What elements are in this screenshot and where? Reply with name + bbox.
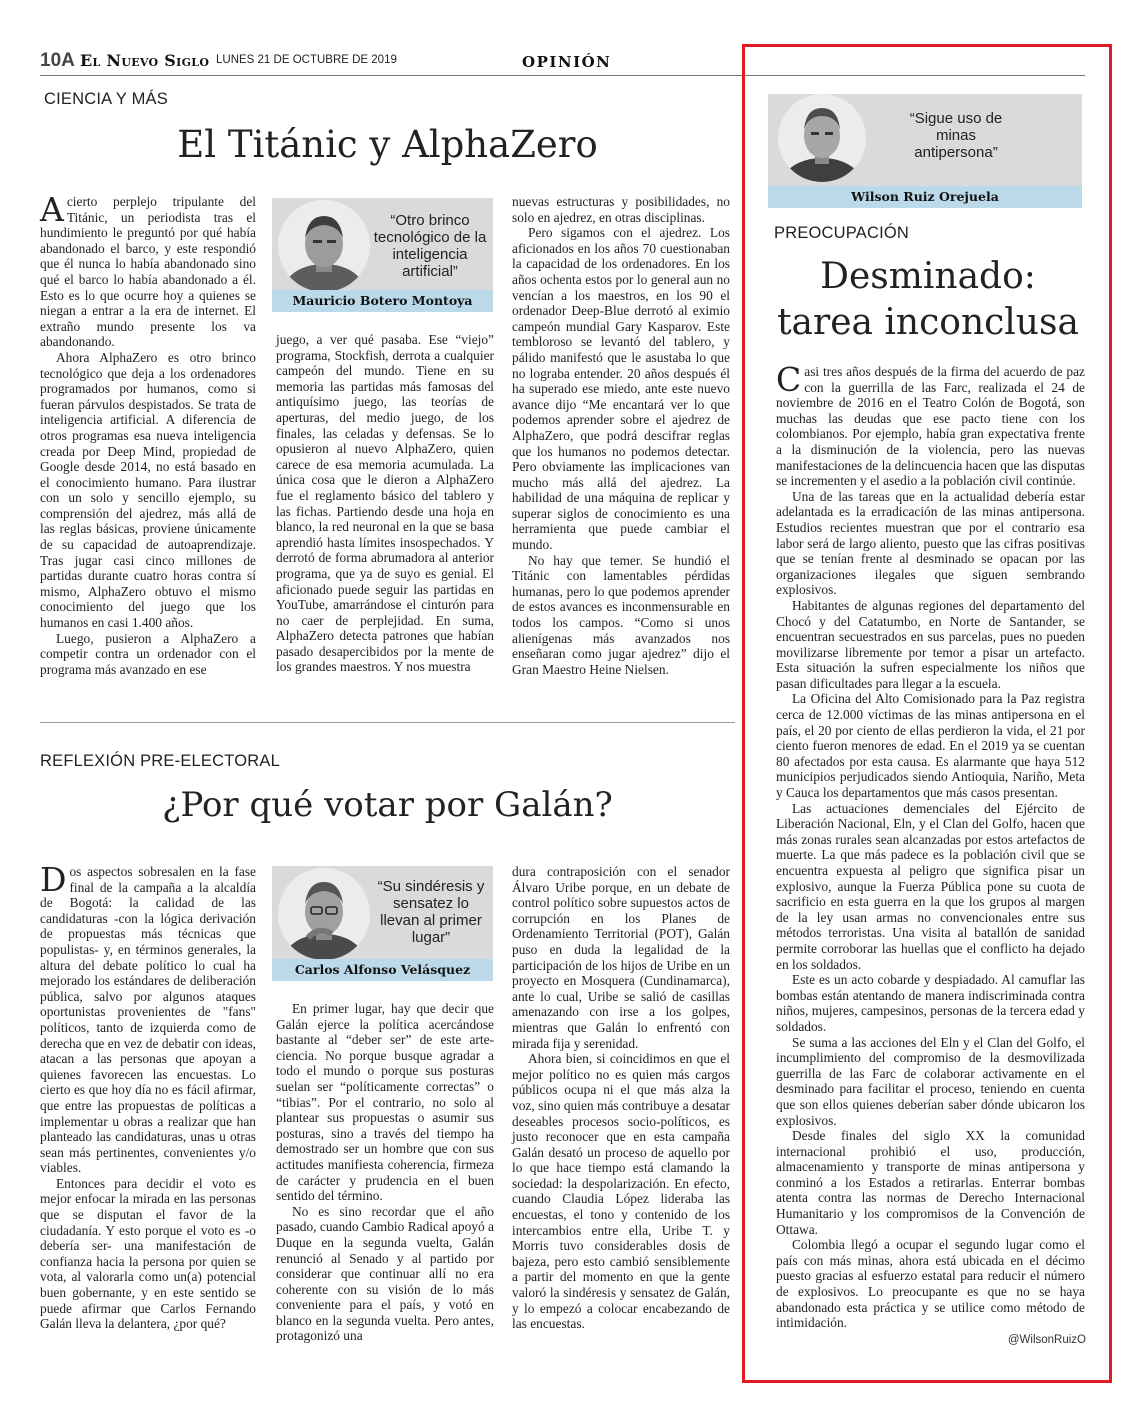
article3-p5: Las actuaciones demenciales del Ejército de Liberación Nacional, Eln, y el Clan del Golfo, hacen que más zonas rurales sean alcanzadas por estos artefactos de muerte. La que más padece es la población civil que se encuentra expuesta al peligro que significa pisar un explosivo, aunque la Fuerza Pública pone su cuota de sacrificio en esta guerra en la que los grupos al margen de la ley usan armas no convencionales entre sus métodos terroristas. Una visita al batallón de sanidad permite corroborar las huellas que el conflicto ha dejado en los soldados. bbox=[776, 800, 1085, 972]
article2-col2-p1: En primer lugar, hay que decir que Galán ejerce la política acercándose bastante al “deber ser” de este arte-ciencia. No porque busque agradar a todo el mundo o porque sus posturas suelan ser “políticamente correctas” o “tibias”. Por el contrario, no solo al plantear sus propuestas o asumir sus posturas, sino a través del tiempo ha demostrado ser un hombre que con sus actitudes manifiesta coherencia, firmeza de carácter y prudencia en el buen sentido del término. bbox=[276, 1001, 494, 1204]
article2-col3-p1: dura contraposición con el senador Álvaro Uribe porque, en un debate de control político sobre supuestos actos de corrupción en los Planes de Ordenamiento Territorial (POT), Galán puso en duda la legalidad de la participación de los hijos de Uribe en un proyecto en Mosquera (Cundinamarca), ante lo cual, Uribe se salió de casillas amenazando con irse a los golpes, mientras que Galán lo enfrentó con mirada fija y serenidad. bbox=[512, 864, 730, 1051]
article3-p8: Desde finales del siglo XX la comunidad internacional prohibió el uso, producción, almacenamiento y transporte de minas antipersona y conminó a los Estados a retirarlas. Enterrar bombas atenta contra las normas de Derecho Internacional Humanitario y los compromisos de la Convención de Ottawa. bbox=[776, 1128, 1085, 1237]
article2-pullquote: “Su sindéresis y sensatez lo llevan al primer lugar” bbox=[377, 878, 485, 946]
article1-author-photo bbox=[278, 200, 370, 292]
article1-col2-p1: juego, a ver qué pasaba. Ese “viejo” programa, Stockfish, derrota a cualquier campeón del mundo. Tiene en su memoria las partidas más famosas del antiquísimo juego, las teorías de aperturas, del medio juego, de los finales, las celadas y defensas. Se lo opusieron al nuevo AlphaZero, quien carece de esa memoria acumulada. La única cosa que le dieron a AlphaZero fue el reglamento básico del tablero y las fichas. Partiendo desde una hoja en blanco, la red neuronal en la que se basa aprendió hasta límites insospechados. Y derrotó de forma abrumadora al anterior programa, que ya de suyo es genial. El aficionado puede seguir las partidas en YouTube, amarrándose el cinturón para no caer de perplejidad. En suma, AlphaZero detecta patrones que habían pasado desapercibidos por la mente de los grandes maestros. Y nos muestra bbox=[276, 332, 494, 675]
article2-dropcap: D bbox=[40, 860, 67, 899]
article1-col1-p1: cierto perplejo tripulante del Titánic, un periodista tras el hundimiento le preguntó por qué había abandonado el barco, y este respondió que él nunca lo había abandonado sino qué el barco lo había abandonado a él. Esto es lo que ocurre hoy a quienes se niegan a entrar a la era de internet. El extraño mundo presente los va abandonando. bbox=[40, 194, 256, 350]
article1-col1 bbox=[40, 190, 256, 677]
article3-p2: Una de las tareas que en la actualidad debería estar adelantada es la erradicación de las minas antipersona. Estudios recientes muestran que por el contrario esa labor será de largo aliento, puesto que las cifras positivas que se tenían frente al desminado se opacan por las organizaciones ilegales que siguen sembrando explosivos. bbox=[776, 488, 1085, 598]
article1-col3-p2: Pero sigamos con el ajedrez. Los aficionados en los años 70 cuestionaban la capacidad de los ordenadores. En los años ochenta estos por lo general aun no vencían a los maestros, en los 90 el ordenador Deep-Blue derrotó al eximio campeón mundial Gary Kasparov. Este tembloroso se levantó del tablero, y pálido manifestó que le asustaba lo que no lograba entender. 20 años después él ha superado ese miedo, ante este nuevo avance dijo “Me encantará ver lo que podemos aprender sobre el ajedrez de AlphaZero, que podrá descifrar reglas que los humanos no podemos detectar. Pero obviamente las implicaciones van mucho más allá del ajedrez. La habilidad de una máquina de replicar y superar siglos de conocimiento es una herramienta que puede cambiar el mundo. bbox=[512, 225, 730, 553]
article3-p4: La Oficina del Alto Comisionado para la Paz registra cerca de 12.000 víctimas de las minas antipersona en el país, el 20 por ciento de ellas perdieron la vida, el 21 por ciento fueron menores de edad. En el 2019 ya se cuentan 80 afectados por esta causa. Es alarmante que haya 512 municipios perjudicados siendo Antioquia, Nariño, Meta y Cauca los departamentos que más casos presentan. bbox=[776, 691, 1085, 801]
article3-p9: Colombia llegó a ocupar el segundo lugar como el país con más minas, ahora está ubicada en el décimo puesto gracias al esfuerzo estatal para reducir el número de explosivos. Lo preocupante es que no se haya abandonado esta práctica y se utilice como método de intimidación. bbox=[776, 1237, 1085, 1331]
article3-section-label: PREOCUPACIÓN bbox=[774, 224, 910, 242]
article2-col1 bbox=[40, 860, 256, 1332]
page-number: 10A bbox=[40, 50, 75, 71]
article3-p7: Se suma a las acciones del Eln y el Clan del Golfo, el incumplimiento del compromiso de la desmovilizada guerrilla de las Farc de colaborar activamente en el desminado para facilitar el proceso, teniendo en cuenta que son ellos quienes deberían saber dónde ubicaron los explosivos. bbox=[776, 1034, 1085, 1128]
article1-section-label: CIENCIA Y MÁS bbox=[44, 90, 168, 108]
article3-p1: asi tres años después de la firma del acuerdo de paz con la guerrilla de las Farc, realizada el 24 de noviembre de 2016 en el Teatro Colón de Bogotá, son muchas las deudas que ese pacto tiene con los colombianos. Por ejemplo, había gran expectativa frente a la disminución de la violencia, pero las nuevas manifestaciones de la delincuencia hacen que las disputas se incrementen y el asedio a la población civil continúe. bbox=[776, 364, 1085, 489]
article2-section-label: REFLEXIÓN PRE-ELECTORAL bbox=[40, 752, 280, 770]
article2-headline: ¿Por qué votar por Galán? bbox=[162, 785, 613, 825]
article1-col3-p1: nuevas estructuras y posibilidades, no solo en ajedrez, en otras disciplinas. bbox=[512, 194, 730, 225]
article3-body bbox=[776, 360, 1085, 1331]
portrait-icon bbox=[278, 868, 370, 960]
article-divider bbox=[40, 722, 735, 723]
article1-col1-p3: Luego, pusieron a AlphaZero a competir contra un ordenador con el programa más avanzado en ese bbox=[40, 630, 256, 677]
article1-pullquote: “Otro brinco tecnológico de la inteligencia artificial” bbox=[373, 212, 487, 280]
article3-p3: Habitantes de algunas regiones del departamento del Chocó y del Catatumbo, en Norte de Santander, se encuentran secuestrados en sus parcelas, pues no pueden movilizarse libremente por temor a pisar un artefacto. Esta situación la sufren especialmente los niños que pasan dificultades para llegar a la escuela. bbox=[776, 597, 1085, 691]
article3-headline-line1: Desminado: bbox=[820, 256, 1036, 297]
portrait-icon bbox=[278, 200, 370, 292]
article2-col2 bbox=[276, 1001, 494, 1344]
article3-author-photo bbox=[778, 94, 866, 182]
masthead: El Nuevo Siglo bbox=[80, 51, 210, 70]
article3-pullquote: “Sigue uso de minas antipersona” bbox=[909, 110, 1003, 161]
header-date: LUNES 21 DE OCTUBRE DE 2019 bbox=[216, 54, 397, 66]
article2-author-name: Carlos Alfonso Velásquez bbox=[272, 959, 493, 981]
article1-dropcap: A bbox=[40, 190, 64, 229]
article1-col3-p3: No hay que temer. Se hundió el Titánic con lamentables pérdidas humanas, pero lo que podemos aprender de estos avances es inconmensurable en todos los campos. “Como si unos alienígenas más avanzados nos enseñaran como jugar ajedrez” dijo el Gran Maestro Heine Nielsen. bbox=[512, 552, 730, 677]
article1-headline: El Titánic y AlphaZero bbox=[177, 123, 598, 166]
article3-author-name: Wilson Ruiz Orejuela bbox=[768, 186, 1082, 208]
article2-col1-p1: os aspectos sobresalen en la fase final de la campaña a la alcaldía de Bogotá: la calidad de las candidaturas -con la lógica derivación de propuestas más técnicas que populistas- y, en términos generales, la altura del debate político lo cual ha mejorado los estándares de deliberación pública, salvo por algunos ataques oportunistas provenientes de "fans" políticos, tanto de izquierda como de derecha que en vez de debatir con ideas, atacan a las personas que apoyan a quienes favorecen las encuestas. Lo cierto es que hoy día no es fácil afirmar, que entre las propuestas de políticas a implementar u obras a realizar que han planteado las candidaturas, unas u otras sean más pertinentes, convenientes y/o viables. bbox=[40, 864, 256, 1176]
article2-author-photo bbox=[278, 868, 370, 960]
article3-dropcap: C bbox=[776, 360, 802, 399]
article2-col2-p2: No es sino recordar que el año pasado, cuando Cambio Radical apoyó a Duque en la segunda vuelta, Galán renunció al Senado y al partido por considerar que continuar allí no era coherente con su visión de lo más conveniente para el país, y votó en blanco en la segunda vuelta. Pero antes, protagonizó una bbox=[276, 1203, 494, 1344]
article1-author-name: Mauricio Botero Montoya bbox=[272, 290, 493, 312]
article2-col1-p2: Entonces para decidir el voto es mejor enfocar la mirada en las personas que se disputan el favor de la ciudadanía. Y esto porque el voto es -o debería ser- una manifestación de confianza hacia la persona por quien se vota, al valorarla como un(a) potencial buen gobernante, y en este sentido se puede afirmar que Carlos Fernando Galán lleva la delantera, ¿por qué? bbox=[40, 1175, 256, 1332]
section-title: OPINIÓN bbox=[522, 53, 612, 71]
article1-col2 bbox=[276, 332, 494, 675]
article2-col3 bbox=[512, 864, 730, 1332]
article1-col1-p2: Ahora AlphaZero es otro brinco tecnológico que deja a los ordenadores programados por humanos, como si fueran párvulos despistados. Se trata de inteligencia artificial. A diferencia de otros programas esa nueva inteligencia creada por Deep Mind, propiedad de Google desde 2014, no está basado en el conocimiento humano. Para ilustrar con un solo y sencillo ejemplo, su comprensión del ajedrez, más allá de las reglas básicas, proviene únicamente de su capacidad de autoaprendizaje. Tras jugar casi cinco millones de partidas durante cuatro horas contra sí mismo, AlphaZero obtuvo el mismo conocimiento del juego que los humanos en casi 1.400 años. bbox=[40, 349, 256, 631]
portrait-icon bbox=[778, 94, 866, 182]
article2-col3-p2: Ahora bien, si coincidimos en que el mejor político no es quien más cargos públicos ocupa ni el que más alza la voz, sino quien más contribuye a desatar deseables procesos socio-políticos, es justo reconocer que en esta campaña Galán desató un proceso de aquello por lo que hace tiempo está clamando la sociedad: la despolarización. En efecto, cuando Claudia López lideraba las encuestas, el tono y contenido de los intercambios entre ella, Uribe T. y Morris tuvo considerables dosis de bajeza, pero esto cambió sensiblemente a partir del momento en que la gente valoró la sindéresis y sensatez de Galán, y lo empezó a colocar encabezando de las encuestas. bbox=[512, 1051, 730, 1332]
article3-p6: Este es un acto cobarde y despiadado. Al camuflar las bombas están atentando de manera indiscriminada contra niños, mujeres, campesinos, personas de la tercera edad y soldados. bbox=[776, 972, 1085, 1034]
article3-headline-line2: tarea inconclusa bbox=[777, 302, 1079, 343]
article3-twitter-handle: @WilsonRuizO bbox=[1007, 1334, 1086, 1346]
article1-col3 bbox=[512, 194, 730, 677]
